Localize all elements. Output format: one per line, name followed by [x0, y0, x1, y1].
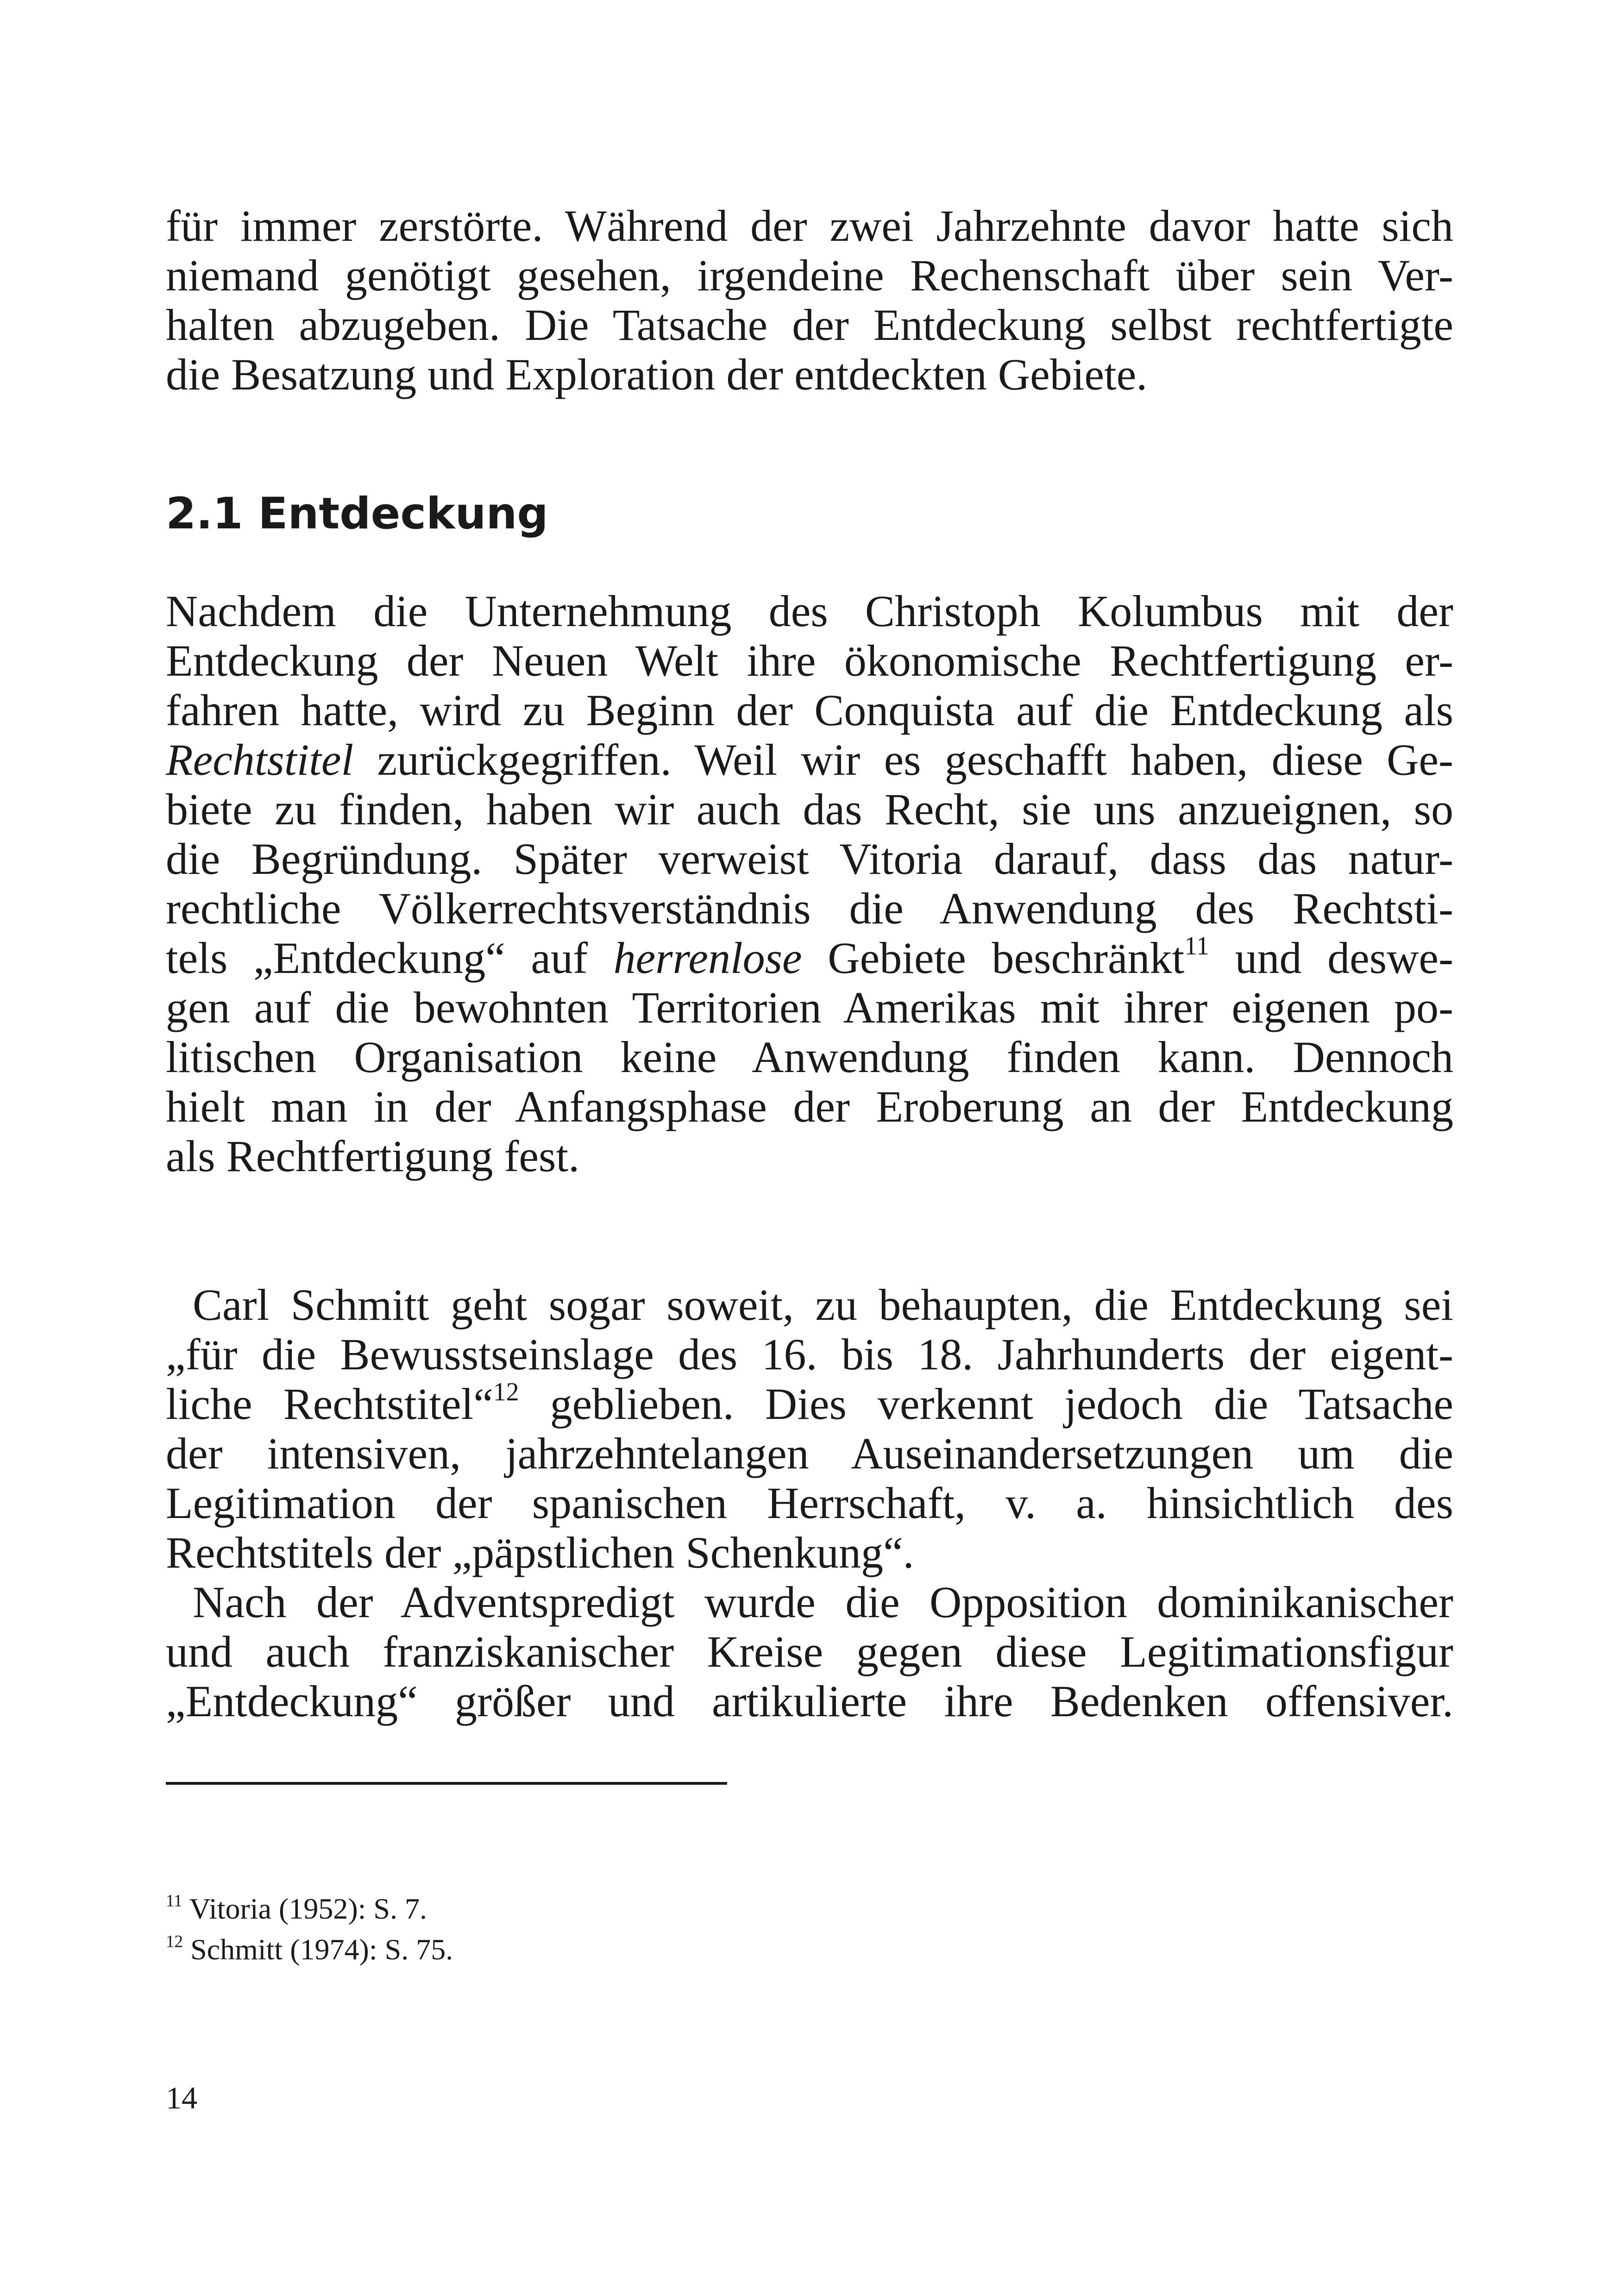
- text-line: Nachdem die Unternehmung des Christoph Kolumbus mit der: [166, 586, 1453, 636]
- text-line: Carl Schmitt geht sogar soweit, zu behaupten, die Entdeckung sei: [193, 1280, 1453, 1330]
- text-line: Legitimation der spanischen Herrschaft, v. a. hinsichtlich des: [166, 1478, 1453, 1528]
- text-run: und deswe-: [1209, 933, 1454, 983]
- footnote-number: 11: [166, 1891, 182, 1911]
- footnote-number: 12: [166, 1932, 183, 1951]
- text-line: und auch franziskanischer Kreise gegen diese Legitimationsfigur: [166, 1627, 1453, 1676]
- text-line: „Entdeckung“ größer und artikulierte ihre Bedenken offensiver.: [166, 1676, 1453, 1726]
- italic-term: herrenlose: [613, 933, 802, 983]
- body-paragraph-1: [166, 586, 1453, 1181]
- section-heading: 2.1 Entdeckung: [166, 489, 548, 539]
- footnote-ref-11[interactable]: 11: [1184, 931, 1209, 960]
- text-line: hielt man in der Anfangsphase der Eroberung an der Entdeckung: [166, 1082, 1453, 1131]
- footnote-separator: [166, 1782, 727, 1785]
- body-paragraph-3: [166, 1577, 1453, 1726]
- text-line: „für die Bewusstseinslage des 16. bis 18. Jahrhunderts der eigent-: [166, 1330, 1453, 1379]
- text-line: für immer zerstörte. Während der zwei Jahrzehnte davor hatte sich: [166, 201, 1453, 251]
- text-line: biete zu finden, haben wir auch das Recht, sie uns anzueignen, so: [166, 784, 1453, 834]
- text-run: zurückgegriffen. Weil wir es geschafft haben, diese Ge-: [353, 735, 1453, 784]
- body-paragraph-2: [166, 1280, 1453, 1577]
- text-line: der intensiven, jahrzehntelangen Auseinandersetzungen um die: [166, 1429, 1453, 1478]
- footnote-12: [166, 1929, 1453, 1970]
- text-line: [166, 1379, 1453, 1429]
- text-line: die Besatzung und Exploration der entdeckten Gebiete.: [166, 350, 1148, 399]
- text-line: Entdeckung der Neuen Welt ihre ökonomische Rechtfertigung er-: [166, 636, 1453, 685]
- text-line: als Rechtfertigung fest.: [166, 1131, 580, 1181]
- footnote-text: Schmitt (1974): S. 75.: [183, 1933, 453, 1966]
- text-run: tels „Entdeckung“ auf: [166, 933, 614, 983]
- text-line: die Begründung. Später verweist Vitoria darauf, dass das natur-: [166, 834, 1453, 884]
- footnotes: [166, 1888, 1453, 1970]
- text-line: Rechtstitels der „päpstlichen Schenkung“.: [166, 1528, 914, 1577]
- text-line: [166, 933, 1453, 983]
- text-line: halten abzugeben. Die Tatsache der Entdeckung selbst rechtfertigte: [166, 300, 1453, 350]
- text-line: Nach der Adventspredigt wurde die Opposition dominikanischer: [193, 1577, 1453, 1627]
- footnote-11: [166, 1888, 1453, 1929]
- text-line: [166, 735, 1453, 784]
- text-line: rechtliche Völkerrechtsverständnis die Anwendung des Rechtsti-: [166, 884, 1453, 933]
- text-line: litischen Organisation keine Anwendung finden kann. Dennoch: [166, 1032, 1453, 1082]
- text-line: fahren hatte, wird zu Beginn der Conquista auf die Entdeckung als: [166, 685, 1453, 735]
- intro-paragraph: [166, 201, 1453, 399]
- text-line: niemand genötigt gesehen, irgendeine Rechenschaft über sein Ver-: [166, 251, 1453, 300]
- page-number: 14: [166, 2080, 197, 2115]
- text-line: gen auf die bewohnten Territorien Amerikas mit ihrer eigenen po-: [166, 983, 1453, 1032]
- footnote-text: Vitoria (1952): S. 7.: [182, 1892, 427, 1925]
- footnote-ref-12[interactable]: 12: [493, 1377, 519, 1406]
- italic-term: Rechtstitel: [166, 735, 354, 784]
- text-run: geblieben. Dies verkennt jedoch die Tatsache: [519, 1379, 1454, 1429]
- text-run: liche Rechtstitel“: [166, 1379, 493, 1429]
- text-run: Gebiete beschränkt: [802, 933, 1185, 983]
